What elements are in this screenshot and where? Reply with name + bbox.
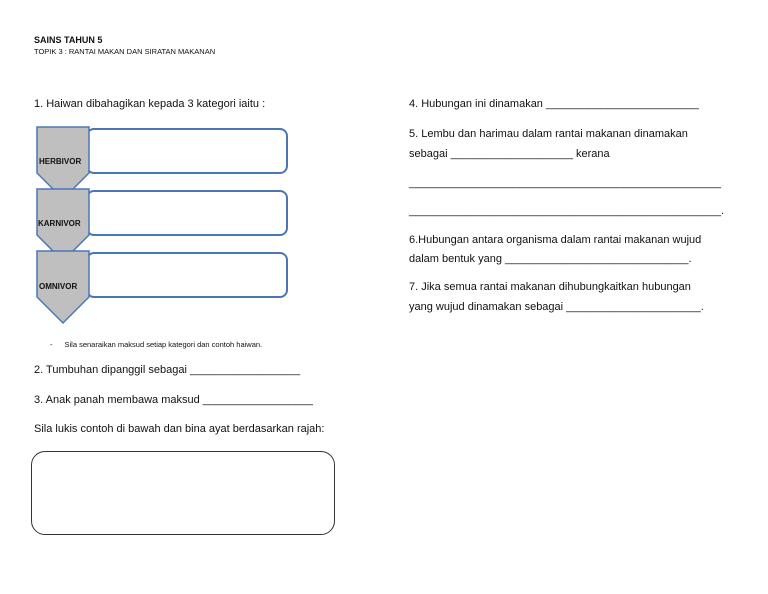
drawing-instruction: Sila lukis contoh di bawah dan bina ayat berdasarkan rajah: (34, 423, 325, 435)
question-6-line-2: dalam bentuk yang ______________________________. (409, 253, 692, 265)
question-6-line-1: 6.Hubungan antara organisma dalam rantai makanan wujud (409, 234, 702, 246)
category-karnivor-label: KARNIVOR (38, 219, 81, 228)
category-omnivor-label: OMNIVOR (39, 282, 78, 291)
herbivor-answer-box[interactable] (86, 128, 288, 174)
question-3: 3. Anak panah membawa maksud __________________ (34, 394, 313, 406)
question-5-answer-line-2: ___________________________________________________. (409, 205, 725, 217)
question-5-line-2: sebagai ____________________ kerana (409, 148, 610, 160)
worksheet-subtitle: TOPIK 3 : RANTAI MAKAN DAN SIRATAN MAKANAN (34, 47, 216, 56)
note-bullet: - (50, 340, 53, 349)
note-text: Sila senaraikan maksud setiap kategori dan contoh haiwan. (64, 340, 263, 349)
drawing-answer-box[interactable] (31, 451, 335, 535)
question-5-line-1: 5. Lembu dan harimau dalam rantai makanan dinamakan (409, 128, 688, 140)
question-7-line-2: yang wujud dinamakan sebagai ______________________. (409, 301, 704, 313)
question-2: 2. Tumbuhan dipanggil sebagai __________________ (34, 364, 301, 376)
question-1: 1. Haiwan dibahagikan kepada 3 kategori iaitu : (34, 98, 266, 110)
worksheet-title: SAINS TAHUN 5 (34, 35, 103, 45)
category-herbivor-label: HERBIVOR (39, 157, 82, 166)
category-note (50, 340, 262, 349)
question-5-answer-line-1: ___________________________________________________ (409, 177, 722, 189)
karnivor-answer-box[interactable] (86, 190, 288, 236)
omnivor-answer-box[interactable] (86, 252, 288, 298)
question-7-line-1: 7. Jika semua rantai makanan dihubungkaitkan hubungan (409, 281, 691, 293)
question-4: 4. Hubungan ini dinamakan _________________________ (409, 98, 699, 110)
